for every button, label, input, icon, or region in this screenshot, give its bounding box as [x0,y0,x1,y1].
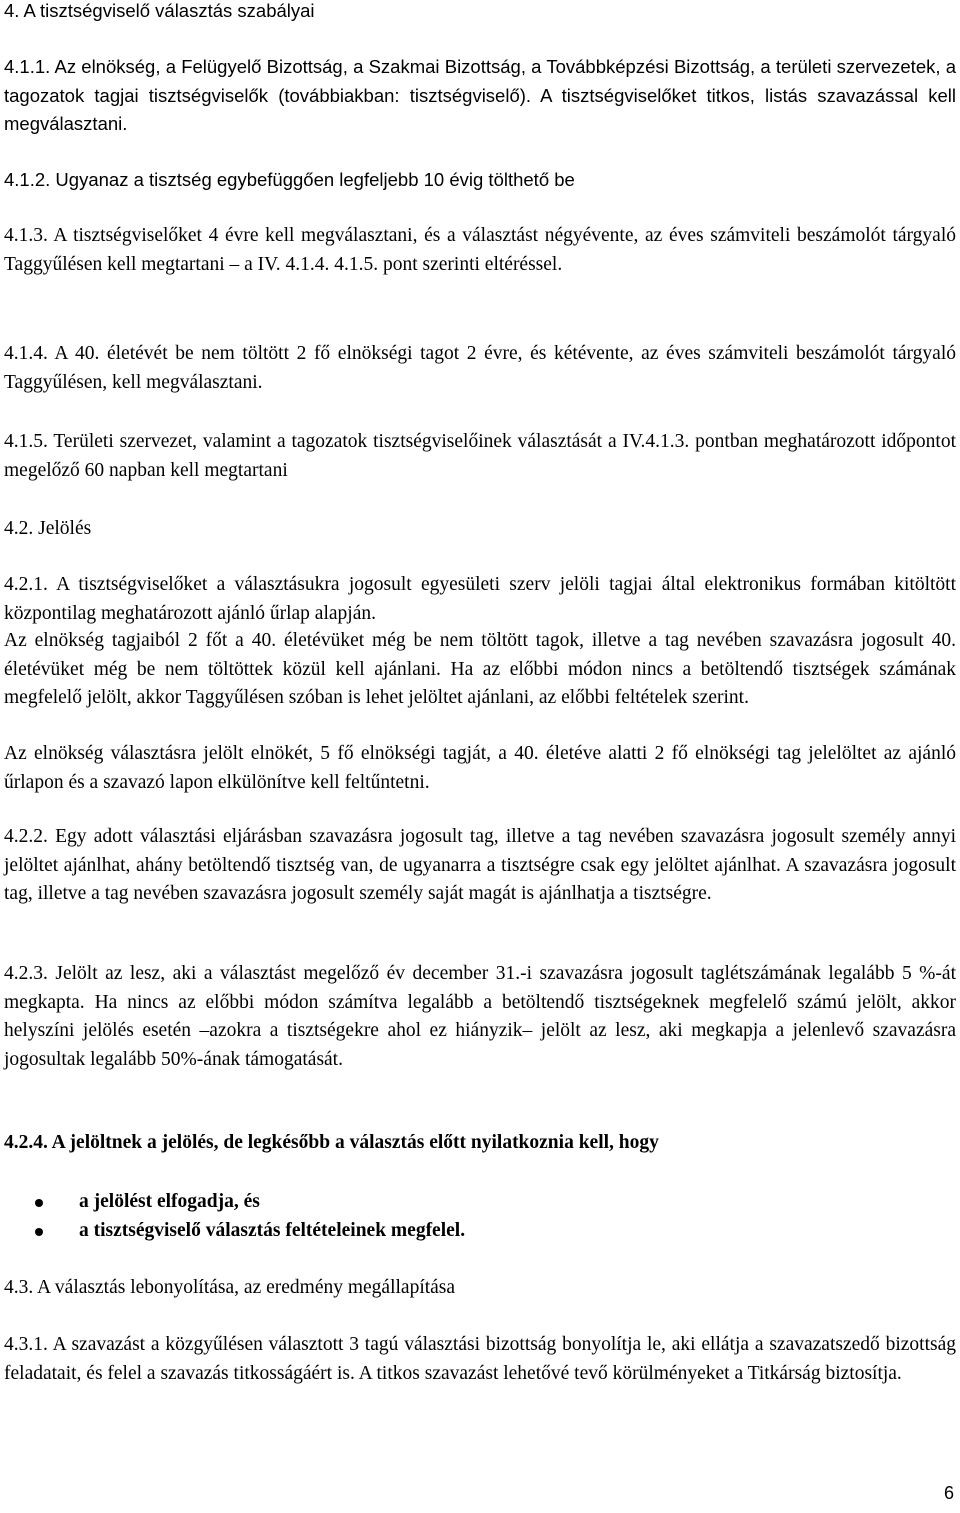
list-item: a jelölést elfogadja, és [4,1188,956,1217]
paragraph-4-1-3: 4.1.3. A tisztségviselőket 4 évre kell megválasztani, és a választást négyévente, az éves számviteli beszámolót tárgyaló Taggyűlésen kell megtartani – a IV. 4.1.4. 4.1.5. pont szerinti eltéréssel. [4,225,956,275]
declaration-list [4,1188,956,1245]
section-heading: 4. A tisztségviselő választás szabályai [4,0,315,21]
subheading-4-2: 4.2. Jelölés [4,518,92,539]
paragraph-4-1-2: 4.1.2. Ugyanaz a tisztség egybefüggően legfeljebb 10 évig tölthető be [4,169,575,190]
bullet-icon [35,1199,43,1207]
bullet-icon [35,1228,43,1236]
paragraph-4-1-4: 4.1.4. A 40. életévét be nem töltött 2 fő elnökségi tagot 2 évre, és kétévente, az éves számviteli beszámolót tárgyaló Taggyűlésen, kell megválasztani. [4,343,956,393]
paragraph-4-2-4: 4.2.4. A jelöltnek a jelölés, de legkésőbb a választás előtt nyilatkoznia kell, hogy [4,1132,659,1153]
paragraph-4-2-3: 4.2.3. Jelölt az lesz, aki a választást megelőző év december 31.-i szavazásra jogosult taglétszámának legalább 5 %-át megkapta. Ha nincs az előbbi módon számítva legalább a betöltendő tisztségeknek megfelelő számú jelölt, akkor helyszíni jelölés esetén –azokra a tisztségekre ahol ez hiányzik– jelölt az lesz, aki megkapja a jelenlevő szavazásra jogosultak legalább 50%-ának támogatását. [4,963,956,1070]
paragraph-4-2-1-nomination: Az elnökség tagjaiból 2 főt a 40. életévüket még be nem töltött tagok, illetve a tag nevében szavazásra jogosult 40. életévüket még be nem töltöttek közül kell ajánlani. Ha az előbbi módon nincs a betöltendő tisztségek számának megfelelő jelölt, akkor Taggyűlésen szóban is lehet jelöltet ajánlani, az előbbi feltételek szerint. [4,630,956,708]
paragraph-4-2-1: 4.2.1. A tisztségviselőket a választásukra jogosult egyesületi szerv jelöli tagjai által elektronikus formában kitöltött központilag meghatározott ajánló űrlap alapján. [4,574,956,624]
paragraph-4-2-1-ballot: Az elnökség választásra jelölt elnökét, 5 fő elnökségi tagját, a 40. életéve alatti 2 fő elnökségi tag jelelöltet az ajánló űrlapon és a szavazó lapon elkülönítve kell feltűntetni. [4,743,956,793]
paragraph-4-1-5: 4.1.5. Területi szervezet, valamint a tagozatok tisztségviselőinek választását a IV.4.1.3. pontban meghatározott időpontot megelőző 60 napban kell megtartani [4,431,956,481]
paragraph-4-2-2: 4.2.2. Egy adott választási eljárásban szavazásra jogosult tag, illetve a tag nevében szavazásra jogosult személy annyi jelöltet ajánlhat, ahány betöltendő tisztség van, de ugyanarra a tisztségre csak egy jelöltet ajánlhat. A szavazásra jogosult tag, illetve a tag nevében szavazásra jogosult személy saját magát is ajánlhatja a tisztségre. [4,826,956,904]
page-number: 6 [944,1483,955,1503]
paragraph-4-3-1: 4.3.1. A szavazást a közgyűlésen választott 3 tagú választási bizottság bonyolítja le, aki ellátja a szavazatszedő bizottság feladatait, és felel a szavazás titkosságáért is. A titkos szavazást lehetővé tevő körülményeket a Titkárság biztosítja. [4,1334,956,1384]
list-item: a tisztségviselő választás feltételeinek megfelel. [4,1217,956,1246]
subheading-4-3: 4.3. A választás lebonyolítása, az eredmény megállapítása [4,1277,456,1298]
paragraph-4-1-1: 4.1.1. Az elnökség, a Felügyelő Bizottság, a Szakmai Bizottság, a Továbbképzési Bizottság, a területi szervezetek, a tagozatok tagjai tisztségviselők (továbbiakban: tisztségviselő). A tisztségviselőket titkos, listás szavazással kell megválasztani. [4,56,956,134]
